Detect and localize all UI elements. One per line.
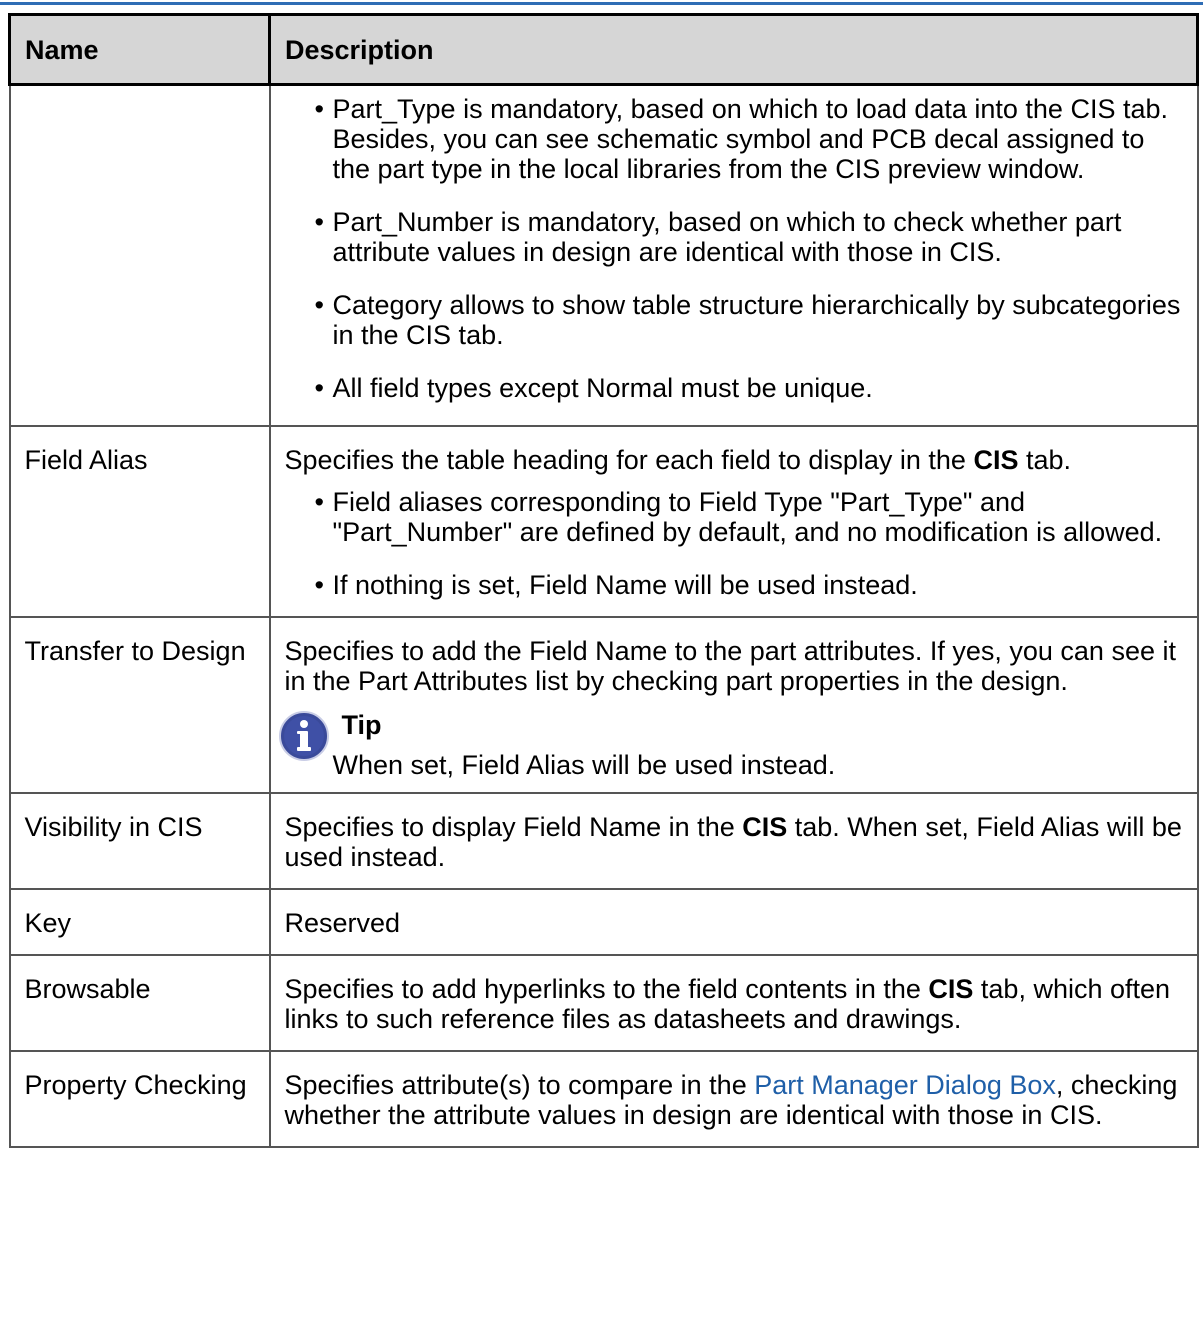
field-type-bullets xyxy=(285,94,1183,403)
visibility-description: Specifies to display Field Name in the CIS tab. When set, Field Alias will be used instead. xyxy=(284,812,1182,872)
row-name-cell: Visibility in CIS xyxy=(10,793,270,889)
table-row-property-checking xyxy=(10,1051,1198,1147)
row-description-cell xyxy=(270,85,1198,427)
row-description-cell xyxy=(270,955,1198,1051)
table-row-field-alias xyxy=(10,426,1198,617)
table-row-transfer-to-design xyxy=(10,617,1198,793)
list-item: • If nothing is set, Field Name will be used instead. xyxy=(314,570,918,600)
table-row-visibility-in-cis xyxy=(10,793,1198,889)
row-name-cell: Browsable xyxy=(10,955,270,1051)
row-name-cell: Property Checking xyxy=(10,1051,270,1147)
table-header-row xyxy=(10,15,1198,85)
table-row-browsable xyxy=(10,955,1198,1051)
table-row-key xyxy=(10,889,1198,955)
list-item: • Part_Type is mandatory, based on which to load data into the CIS tab. Besides, you can see schematic symbol and PCB decal assigned to the part type in the local libraries from the CIS preview window. xyxy=(314,94,1168,184)
transfer-description: Specifies to add the Field Name to the part attributes. If yes, you can see it in the Part Attributes list by checking part properties in the design. xyxy=(284,636,1176,696)
row-name-cell xyxy=(10,85,270,427)
tip-box xyxy=(285,710,1183,780)
top-rule xyxy=(0,2,1203,5)
info-icon xyxy=(278,710,330,762)
list-item: • All field types except Normal must be unique. xyxy=(314,373,873,403)
browsable-description: Specifies to add hyperlinks to the field contents in the CIS tab, which often links to such reference files as datasheets and drawings. xyxy=(284,974,1171,1034)
row-name-cell: Key xyxy=(10,889,270,955)
row-name-cell: Field Alias xyxy=(10,426,270,617)
row-name-cell: Transfer to Design xyxy=(10,617,270,793)
table-row-field-type xyxy=(10,85,1198,427)
header-name: Name xyxy=(10,15,270,85)
list-item: • Field aliases corresponding to Field Type "Part_Type" and "Part_Number" are defined by default, and no modification is allowed. xyxy=(314,487,1163,547)
list-item: • Category allows to show table structure hierarchically by subcategories in the CIS tab. xyxy=(314,290,1181,350)
row-description-cell xyxy=(270,793,1198,889)
row-description-cell: Reserved xyxy=(270,889,1198,955)
row-description-cell xyxy=(270,617,1198,793)
tip-title: Tip xyxy=(341,710,382,740)
part-manager-link[interactable]: Part Manager Dialog Box xyxy=(754,1070,1056,1100)
parameters-table xyxy=(8,13,1199,1148)
tip-text: When set, Field Alias will be used instead. xyxy=(332,750,836,780)
property-checking-description: Specifies attribute(s) to compare in the Part Manager Dialog Box, checking whether the attribute values in design are identical with those in CIS. xyxy=(284,1070,1178,1130)
list-item: • Part_Number is mandatory, based on which to check whether part attribute values in design are identical with those in CIS. xyxy=(314,207,1122,267)
header-description: Description xyxy=(270,15,1198,85)
row-description-cell xyxy=(270,1051,1198,1147)
field-alias-bullets xyxy=(285,487,1183,600)
row-description-cell xyxy=(270,426,1198,617)
field-alias-intro: Specifies the table heading for each field to display in the CIS tab. xyxy=(284,445,1072,475)
